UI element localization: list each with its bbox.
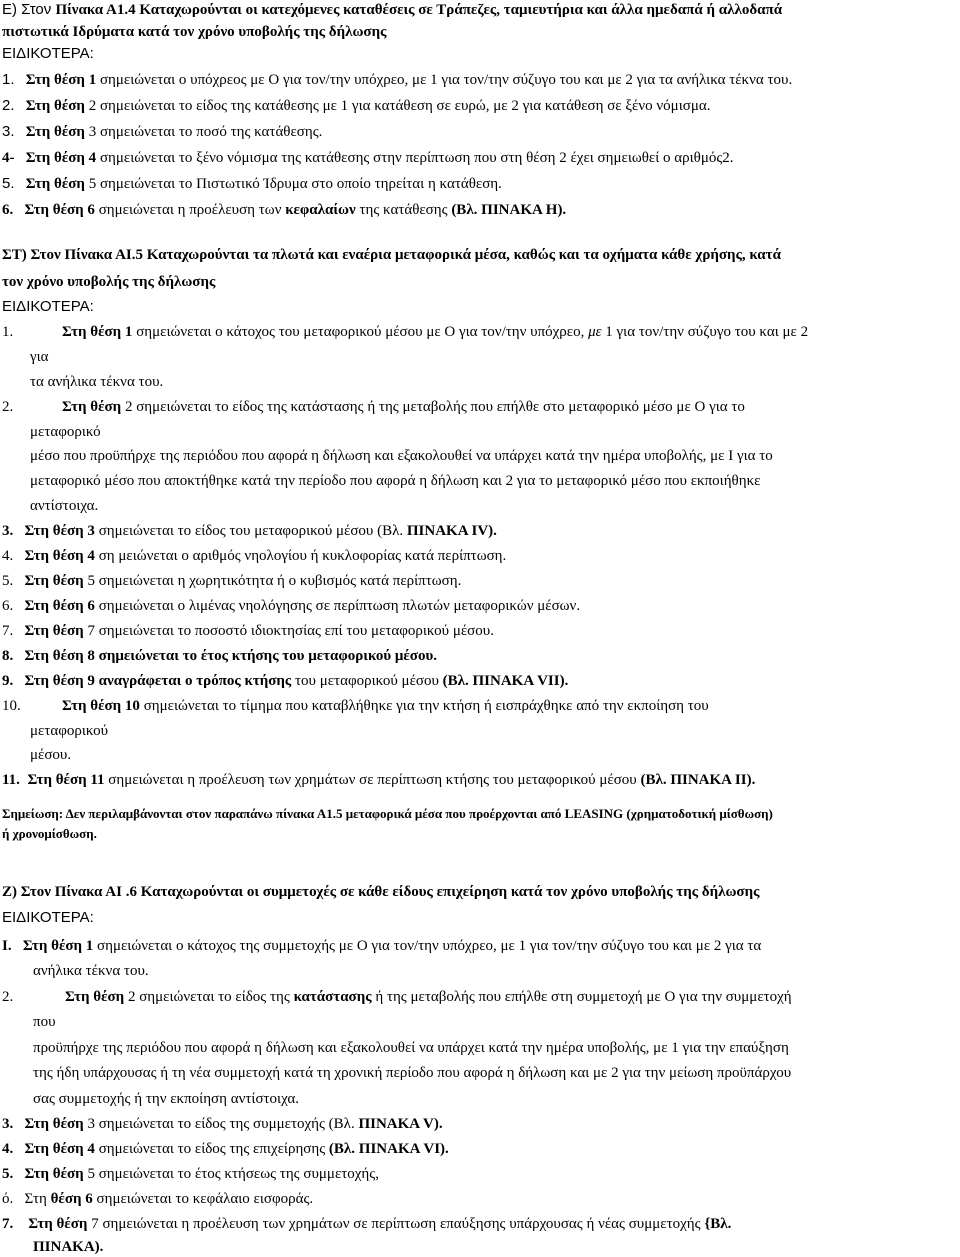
item-text: 7 σημειώνεται η προέλευση των χρημάτων σε περίπτωση επαύξησης υπάρχουσας ή νέας συμμετοχής — [87, 1216, 705, 1232]
section-z-item-2 — [2, 987, 13, 1007]
section-st-item-2-line-5: αντίστοιχα. — [30, 498, 99, 514]
section-st-item-10-line-2: μεταφορικού — [30, 723, 109, 739]
section-z-item-1 — [2, 936, 761, 956]
section-st-item-4 — [2, 546, 506, 566]
item-text: 5 σημειώνεται το έτος κτήσεως της συμμετοχής, — [83, 1166, 379, 1182]
item-text: σημειώνεται το είδος του μεταφορικού μέσου (Βλ. — [94, 523, 407, 539]
section-z-item-2-line-5: σας συμμετοχής ή την εκποίηση αντίστοιχα. — [33, 1091, 300, 1107]
section-st-item-9 — [2, 671, 568, 691]
item-number: ό. — [2, 1191, 14, 1207]
item-lead: Στη θέση 6 — [24, 598, 95, 614]
item-lead: Στη θέση 6 — [24, 202, 95, 218]
section-st-item-2-line-2: μεταφορικό — [30, 424, 101, 440]
item-lead: Στη θέση — [24, 573, 84, 589]
item-text: Στη θέση 8 σημειώνεται το έτος κτήσης του μεταφορικού μέσου. — [24, 648, 437, 664]
section-z-item-3 — [2, 1114, 443, 1134]
item-text: σημειώνεται το τίμημα που καταβλήθηκε για την κτήση ή εισπράχθηκε από την εκποίηση του — [139, 698, 709, 714]
item-lead: Στη θέση — [25, 176, 85, 192]
item-italic: με — [588, 324, 602, 340]
item-text: 5 σημειώνεται το Πιστωτικό Ίδρυμα στο οποίο τηρείται η κατάθεση. — [84, 176, 502, 192]
section-st-item-11 — [2, 770, 755, 790]
item-reference: {Βλ. — [704, 1216, 732, 1232]
section-st-note-line-2: ή χρονομίσθωση. — [2, 826, 97, 841]
section-e-specifically: ΕΙΔΙΚΟΤΕΡΑ: — [2, 45, 94, 62]
item-text: σημειώνεται ο υπόχρεος με Ο για τον/την υπόχρεο, με 1 για τον/την σύζυγο του και με 2 για τα ανήλικα τέκνα του. — [96, 72, 793, 88]
section-e-title-text: Πίνακα Α1.4 Καταχωρούνται οι κατεχόμενες καταθέσεις σε Τράπεζες, ταμιευτήρια και άλλα ημεδαπά ή αλλοδαπά — [55, 2, 783, 18]
section-z-specifically: ΕΙΔΙΚΟΤΕΡΑ: — [2, 909, 94, 926]
item-text: 2 σημειώνεται το είδος της κατάθεσης με 1 για κατάθεση σε ευρώ, με 2 για κατάθεση σε ξένο νόμισμα. — [84, 98, 711, 114]
item-number: 1. — [2, 324, 14, 340]
item-bold: κεφαλαίων — [285, 202, 356, 218]
item-reference: ΠΙΝΑΚΑ IV). — [406, 523, 497, 539]
item-text: σημειώνεται ο κάτοχος του μεταφορικού μέσου με Ο για τον/την υπόχρεο, — [132, 324, 589, 340]
item-number: 2. — [2, 399, 14, 415]
item-lead: Στη θέση 4 — [25, 150, 97, 166]
section-e-item-2 — [2, 96, 710, 116]
section-st-note-line-1: Σημείωση: Δεν περιλαμβάνονται στον παραπάνω πίνακα Α1.5 μεταφορικά μέσα που προέρχονται από LEASING (χρηματοδοτική μίσθωση) — [2, 806, 773, 821]
section-st-item-7 — [2, 621, 494, 641]
section-st-title-line-2: τον χρόνο υποβολής της δήλωσης — [2, 274, 216, 290]
item-text: Στη — [24, 1191, 51, 1207]
item-number: 2. — [2, 989, 14, 1005]
item-lead: Στη θέση 1 — [25, 72, 97, 88]
item-lead: Στη θέση 9 αναγράφεται ο τρόπος κτήσης — [24, 673, 292, 689]
section-e-item-5 — [2, 174, 502, 194]
item-number: 11. — [2, 772, 20, 788]
section-z-item-7-line-2: ΠΙΝΑΚΑ). — [33, 1239, 104, 1255]
item-lead: Στη θέση 4 — [24, 548, 95, 564]
section-e-title-line-1 — [2, 0, 782, 20]
item-lead: Στη θέση 10 — [62, 698, 140, 714]
item-reference: ΠΙΝΑΚΑ V). — [358, 1116, 443, 1132]
item-text: σημειώνεται το κεφάλαιο εισφοράς. — [92, 1191, 314, 1207]
item-text: 3 σημειώνεται το ποσό της κατάθεσης. — [84, 124, 323, 140]
item-number: 5. — [2, 1166, 14, 1182]
section-st-item-1-line-2: για — [30, 349, 49, 365]
section-st-item-10-text — [62, 696, 709, 716]
section-st-item-8 — [2, 646, 437, 666]
item-text: 1 για τον/την σύζυγο του και με 2 — [601, 324, 809, 340]
section-e-item-3 — [2, 122, 322, 142]
section-z-item-5 — [2, 1164, 379, 1184]
section-z-item-2-line-4: της ήδη υπάρχουσας ή τη νέα συμμετοχή κατά τη χρονική περίοδο που αφορά η δήλωση και με 2 για την μείωση προϋπάρχου — [33, 1065, 792, 1081]
section-z-item-2-line-3: προϋπήρχε της περιόδου που αφορά η δήλωση και εξακολουθεί να υπάρχει κατά την ημέρα υποβολής, με 1 για την επαύξηση — [33, 1040, 789, 1056]
item-reference: (Βλ. ΠΙΝΑΚΑ Η). — [451, 202, 567, 218]
section-st-specifically: ΕΙΔΙΚΟΤΕΡΑ: — [2, 298, 94, 315]
section-z-item-1-line-2: ανήλικα τέκνα του. — [33, 963, 149, 979]
item-bold: κατάστασης — [293, 989, 372, 1005]
item-reference: (Βλ. ΠΙΝΑΚΑ ΙΙ). — [640, 772, 756, 788]
item-lead: Στη θέση 4 — [24, 1141, 95, 1157]
item-text: 3 σημειώνεται το είδος της συμμετοχής (Βλ. — [83, 1116, 359, 1132]
item-lead: Στη θέση — [25, 98, 85, 114]
section-st-item-2-line-3: μέσο που προϋπήρχε της περιόδου που αφορά η δήλωση και εξακολουθεί να υπάρχει κατά την ημέρα υποβολής, με Ι για το — [30, 448, 773, 464]
section-st-item-2 — [2, 397, 13, 417]
item-number: 4. — [2, 1141, 14, 1157]
item-lead: Στη θέση 3 — [24, 523, 95, 539]
section-z-item-6 — [2, 1189, 313, 1209]
item-lead: Στη θέση — [24, 623, 84, 639]
item-lead: Στη θέση 1 — [22, 938, 94, 954]
item-number: 7. — [2, 623, 14, 639]
item-lead: Στη θέση — [24, 1116, 84, 1132]
item-number: 5. — [2, 175, 15, 192]
section-z-item-7 — [2, 1214, 731, 1234]
section-st-item-3 — [2, 521, 497, 541]
item-text: σημειώνεται ο κάτοχος της συμμετοχής με Ο για τον/την υπόχρεο, με 1 για τον/την σύζυγο του και με 2 για τα — [93, 938, 762, 954]
item-number: 3. — [2, 123, 15, 140]
section-st-item-5 — [2, 571, 461, 591]
item-number: 6. — [2, 598, 14, 614]
section-e-item-1 — [2, 70, 792, 90]
section-st-item-2-text — [62, 397, 745, 417]
item-number: Ι. — [2, 938, 12, 954]
section-e-item-4 — [2, 148, 734, 168]
item-lead: Στη θέση — [65, 989, 125, 1005]
section-st-item-6 — [2, 596, 580, 616]
section-st-item-10-line-3: μέσου. — [30, 747, 72, 763]
item-number: 9. — [2, 673, 14, 689]
item-number: 10. — [2, 698, 21, 714]
item-text: σημειώνεται το ξένο νόμισμα της κατάθεσης στην περίπτωση που στη θέση 2 έχει σημειωθεί ο αριθμός2. — [96, 150, 734, 166]
item-number: 8. — [2, 648, 14, 664]
section-z-title: Ζ) Στον Πίνακα ΑΙ .6 Καταχωρούνται οι συμμετοχές σε κάθε είδους επιχείρηση κατά τον χρόνο υποβολής της δήλωσης — [2, 884, 760, 900]
section-st-item-10 — [2, 696, 21, 716]
item-number: 3. — [2, 1116, 14, 1132]
item-text: ή της μεταβολής που επήλθε στη συμμετοχή με Ο για την συμμετοχή — [371, 989, 792, 1005]
item-lead: Στη θέση — [62, 399, 122, 415]
item-number: 4- — [2, 150, 15, 166]
section-z-item-2-text — [65, 987, 792, 1007]
item-text: 2 σημειώνεται το είδος της — [124, 989, 294, 1005]
item-text: 5 σημειώνεται η χωρητικότητα ή ο κυβισμός κατά περίπτωση. — [83, 573, 462, 589]
section-st-item-1 — [2, 322, 13, 342]
item-number: 6. — [2, 202, 14, 218]
item-text: του μεταφορικού μέσου — [291, 673, 443, 689]
item-text: 2 σημειώνεται το είδος της κατάστασης ή της μεταβολής που επήλθε στο μεταφορικό μέσο με Ο για το — [121, 399, 745, 415]
item-text: της κατάθεσης — [355, 202, 452, 218]
item-text: ση μειώνεται ο αριθμός νηολογίου ή κυκλοφορίας κατά περίπτωση. — [94, 548, 507, 564]
item-lead: Στη θέση 1 — [62, 324, 133, 340]
section-e-title-line-2: πιστωτικά Ιδρύματα κατά τον χρόνο υποβολής της δήλωσης — [2, 24, 387, 40]
item-number: 2. — [2, 97, 15, 114]
section-st-item-2-line-4: μεταφορικό μέσο που αποκτήθηκε κατά την περίοδο που αφορά η δήλωση και 2 για το μεταφορικό μέσο που εκποιήθηκε — [30, 473, 761, 489]
item-text: σημειώνεται η προέλευση των — [94, 202, 286, 218]
item-text: σημειώνεται η προέλευση των χρημάτων σε περίπτωση κτήσης του μεταφορικού μέσου — [104, 772, 641, 788]
section-st-title-line-1: ΣΤ) Στον Πίνακα ΑΙ.5 Καταχωρούνται τα πλωτά και εναέρια μεταφορικά μέσα, καθώς και τα οχήματα κάθε χρήσης, κατά — [2, 247, 781, 263]
item-lead: Στη θέση — [28, 1216, 88, 1232]
item-text: 7 σημειώνεται το ποσοστό ιδιοκτησίας επί του μεταφορικού μέσου. — [83, 623, 494, 639]
section-e-item-6 — [2, 200, 566, 220]
item-number: 3. — [2, 523, 14, 539]
item-number: 7. — [2, 1216, 14, 1232]
item-number: 1. — [2, 71, 15, 88]
section-z-item-2-line-2: που — [33, 1014, 56, 1030]
item-number: 4. — [2, 548, 14, 564]
section-z-item-4 — [2, 1139, 449, 1159]
item-lead: Στη θέση — [25, 124, 85, 140]
item-reference: (Βλ. ΠΙΝΑΚΑ VI). — [328, 1141, 449, 1157]
section-st-item-1-text — [62, 322, 808, 342]
item-reference: (Βλ. ΠΙΝΑΚΑ VII). — [442, 673, 569, 689]
item-lead: θέση 6 — [50, 1191, 93, 1207]
item-text: σημειώνεται ο λιμένας νηολόγησης σε περίπτωση πλωτών μεταφορικών μέσων. — [94, 598, 581, 614]
item-text: σημειώνεται το είδος της επιχείρησης — [94, 1141, 329, 1157]
item-number: 5. — [2, 573, 14, 589]
item-lead: Στη θέση 11 — [27, 772, 105, 788]
section-e-label: Ε) Στον — [2, 1, 56, 18]
section-st-item-1-line-3: τα ανήλικα τέκνα του. — [30, 374, 164, 390]
item-lead: Στη θέση — [24, 1166, 84, 1182]
